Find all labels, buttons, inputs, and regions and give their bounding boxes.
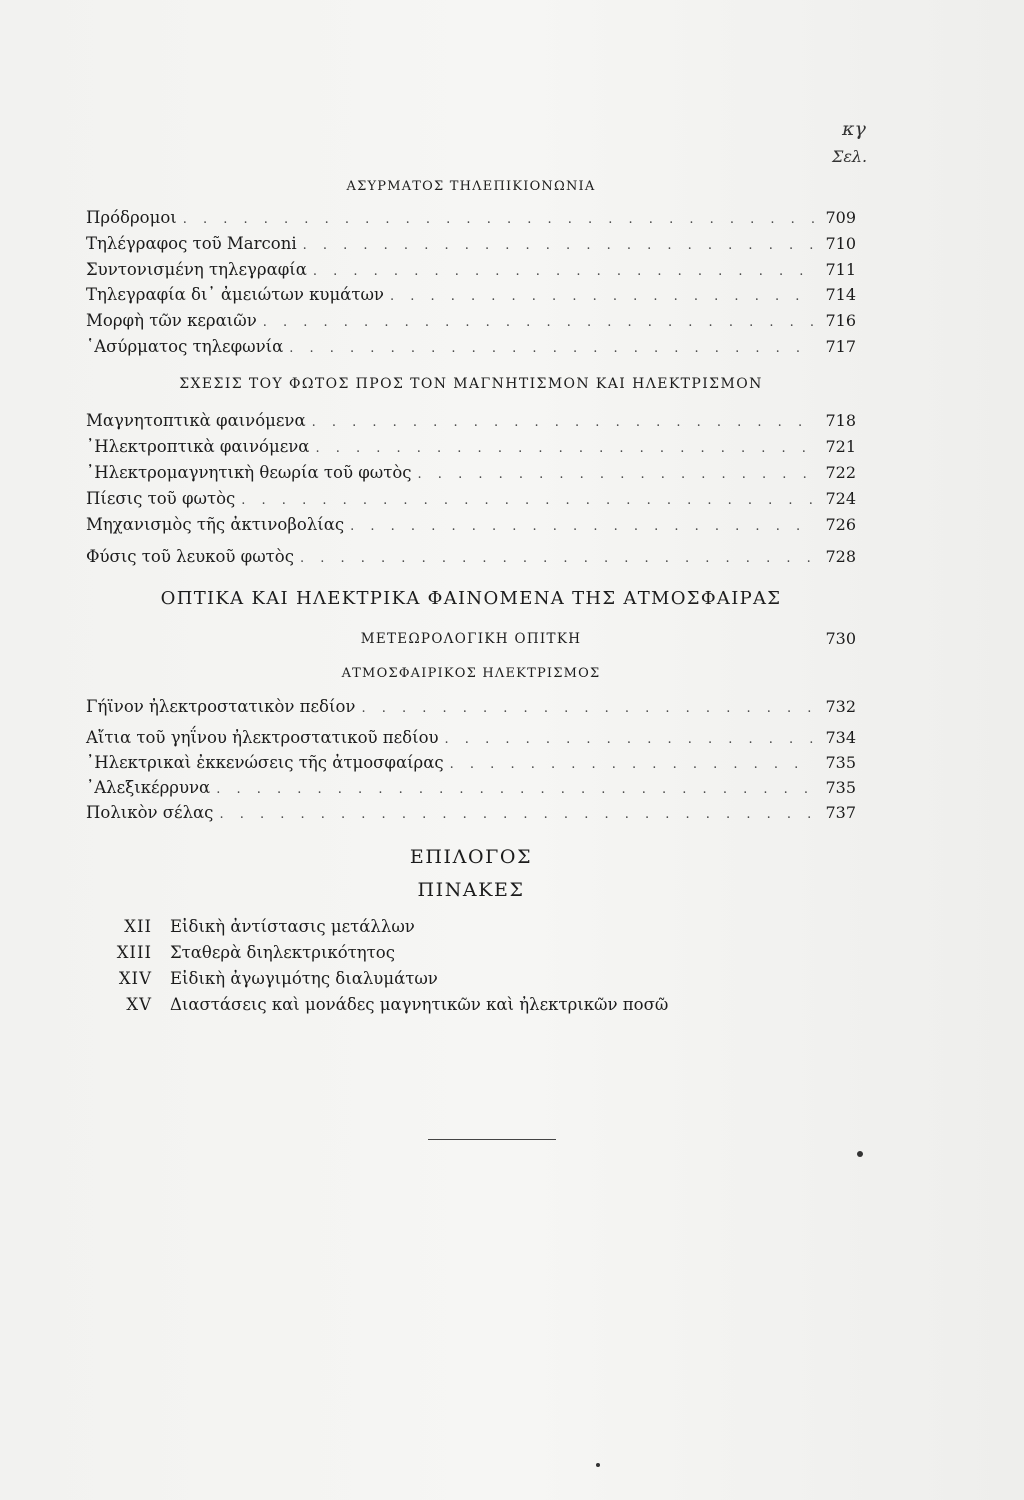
dot-leader [263, 315, 814, 330]
table-number: XII [124, 917, 152, 936]
section-heading-atmosphere: ΟΠΤΙΚΑ ΚΑΙ ΗΛΕΚΤΡΙΚΑ ΦΑΙΝΟΜΕΝΑ ΤΗΣ ΑΤΜΟΣΦΑΙΡΑΣ [160, 588, 782, 609]
toc-entry-page: 735 [825, 753, 856, 772]
toc-entry-page: 721 [825, 437, 856, 456]
toc-entry-title: ᾿Ηλεκτρομαγνητικὴ θεωρία τοῦ φωτὸς [86, 463, 412, 482]
toc-entry [86, 285, 856, 309]
toc-entry-title: ᾿Αλεξικέρρυνα [86, 778, 211, 797]
toc-entry-page: 710 [825, 234, 856, 253]
dot-leader [315, 441, 814, 456]
dot-leader [289, 341, 814, 356]
dot-leader [183, 212, 814, 227]
dot-leader [445, 732, 814, 747]
dot-leader [450, 757, 814, 772]
toc-entry [86, 547, 856, 571]
toc-entry-page: 735 [825, 778, 856, 797]
dot-leader [313, 264, 814, 279]
toc-entry [86, 437, 856, 461]
toc-entry-page: 718 [825, 411, 856, 430]
toc-entry-page: 722 [825, 463, 856, 482]
toc-entry-title: Μαγνητοπτικὰ φαινόμενα [86, 411, 306, 430]
toc-entry-title: Φύσις τοῦ λευκοῦ φωτὸς [86, 547, 294, 566]
table-entry [96, 995, 668, 1019]
toc-entry-title: ῾Ασύρματος τηλεφωνία [86, 337, 284, 356]
dot-leader [418, 467, 814, 482]
toc-entry-page: 726 [825, 515, 856, 534]
toc-entry-page: 728 [825, 547, 856, 566]
toc-entry-page: 711 [825, 260, 856, 279]
dot-leader [303, 238, 814, 253]
dot-leader [300, 551, 814, 566]
dot-leader [312, 415, 814, 430]
toc-entry-page: 724 [825, 489, 856, 508]
toc-entry-page: 734 [825, 728, 856, 747]
toc-entry [86, 753, 856, 777]
page-number: κγ [842, 118, 866, 140]
toc-entry-title: Γήϊνον ἠλεκτροστατικὸν πεδίον [86, 697, 356, 716]
toc-entry-title: Τηλεγραφία δι᾿ ἀμειώτων κυμάτων [86, 285, 384, 304]
toc-entry [86, 234, 856, 258]
table-number: XIV [118, 969, 152, 988]
table-entry [96, 943, 395, 967]
table-title: Διαστάσεις καὶ μονάδες μαγνητικῶν καὶ ἠλεκτρικῶν ποσῶ [170, 995, 669, 1014]
toc-entry [86, 463, 856, 487]
toc-entry [86, 208, 856, 232]
table-title: Εἰδικὴ ἀντίστασις μετάλλων [170, 917, 415, 936]
table-number: XIII [116, 943, 152, 962]
epilogue-heading: ΕΠΙΛΟΓΟΣ [409, 846, 533, 868]
toc-entry [86, 515, 856, 539]
toc-entry-title: Πρόδρομοι [86, 208, 177, 227]
toc-entry [86, 778, 856, 802]
toc-entry-page: 732 [825, 697, 856, 716]
table-number: XV [126, 995, 152, 1014]
sub-heading-atmospheric-electricity: ΑΤΜΟΣΦΑΙΡΙΚΟΣ ΗΛΕΚΤΡΙΣΜΟΣ [341, 666, 601, 681]
toc-entry-title: Αἴτια τοῦ γηΐνου ἠλεκτροστατικοῦ πεδίου [86, 728, 439, 747]
toc-entry [86, 337, 856, 361]
page-column-label: Σελ. [832, 147, 868, 166]
dot-leader [219, 807, 814, 822]
toc-entry-page: 714 [825, 285, 856, 304]
toc-entry-page: 717 [825, 337, 856, 356]
table-entry [96, 917, 415, 941]
toc-entry-meteorology [86, 627, 856, 651]
dot-leader [216, 782, 814, 797]
dot-leader [390, 289, 814, 304]
toc-entry-title: Συντονισμένη τηλεγραφία [86, 260, 307, 279]
toc-entry [86, 411, 856, 435]
toc-entry-page: 716 [825, 311, 856, 330]
toc-entry [86, 311, 856, 335]
table-title: Σταθερὰ διηλεκτρικότητος [170, 943, 395, 962]
toc-entry [86, 489, 856, 513]
toc-entry [86, 697, 856, 721]
toc-entry-title: ᾿Ηλεκτροπτικὰ φαινόμενα [86, 437, 310, 456]
toc-entry-title: ΜΕΤΕΩΡΟΛΟΓΙΚΗ ΟΠΙΤΚΗ [360, 631, 582, 647]
toc-entry [86, 728, 856, 752]
closing-rule [428, 1139, 556, 1140]
toc-entry-title: Πίεσις τοῦ φωτὸς [86, 489, 236, 508]
toc-entry-title: Πολικὸν σέλας [86, 803, 214, 822]
table-title: Εἰδικὴ ἀγωγιμότης διαλυμάτων [170, 969, 438, 988]
section-heading-light: ΣΧΕΣΙΣ ΤΟΥ ΦΩΤΟΣ ΠΡΟΣ ΤΟΝ ΜΑΓΝΗΤΙΣΜΟΝ ΚΑΙ ΗΛΕΚΤΡΙΣΜΟΝ [179, 376, 763, 392]
ink-dot [596, 1463, 600, 1467]
toc-entry [86, 260, 856, 284]
table-entry [96, 969, 438, 993]
toc-entry-page: 730 [825, 629, 856, 648]
section-heading-wireless: ΑΣΥΡΜΑΤΟΣ ΤΗΛΕΠΙΚΙΟΝΩΝΙΑ [346, 179, 596, 194]
tables-heading: ΠΙΝΑΚΕΣ [417, 879, 525, 901]
dot-leader [361, 701, 814, 716]
toc-entry-page: 709 [825, 208, 856, 227]
toc-entry-page: 737 [825, 803, 856, 822]
toc-entry-title: ᾿Ηλεκτρικαὶ ἐκκενώσεις τῆς ἀτμοσφαίρας [86, 753, 444, 772]
toc-entry [86, 803, 856, 827]
toc-entry-title: Μηχανισμὸς τῆς ἀκτινοβολίας [86, 515, 345, 534]
toc-entry-title: Μορφὴ τῶν κεραιῶν [86, 311, 257, 330]
dot-leader [241, 493, 814, 508]
dot-leader [350, 519, 814, 534]
ink-dot [857, 1151, 863, 1157]
toc-entry-title: Τηλέγραφος τοῦ Marconi [86, 234, 297, 253]
